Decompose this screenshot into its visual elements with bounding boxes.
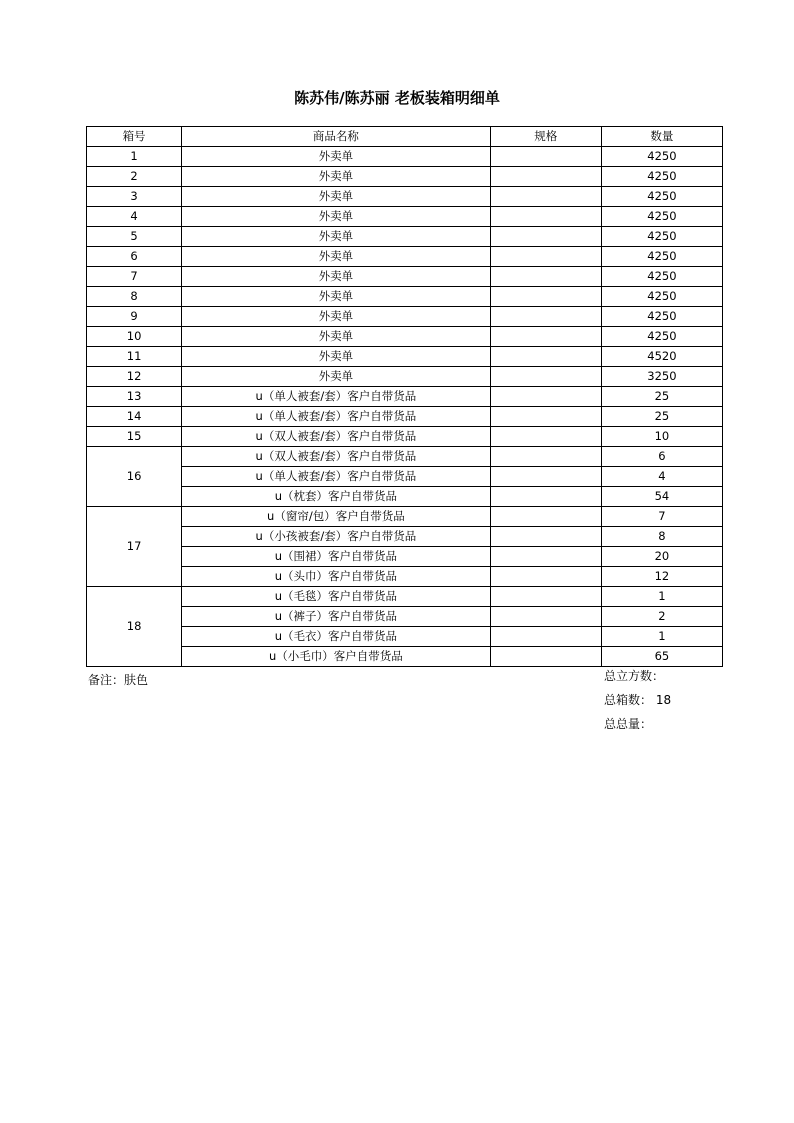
cell-spec bbox=[490, 147, 601, 167]
cell-item-name: u（枕套）客户自带货品 bbox=[182, 487, 490, 507]
cell-box-no: 16 bbox=[87, 447, 182, 507]
cell-box-no: 10 bbox=[87, 327, 182, 347]
cell-spec bbox=[490, 187, 601, 207]
table-row bbox=[87, 467, 723, 487]
cell-quantity: 4250 bbox=[601, 227, 722, 247]
cell-quantity: 4250 bbox=[601, 187, 722, 207]
cell-box-no: 2 bbox=[87, 167, 182, 187]
table-row bbox=[87, 227, 723, 247]
cell-spec bbox=[490, 167, 601, 187]
cell-item-name: u（双人被套/套）客户自带货品 bbox=[182, 427, 490, 447]
cell-item-name: 外卖单 bbox=[182, 187, 490, 207]
cell-spec bbox=[490, 447, 601, 467]
cell-item-name: u（单人被套/套）客户自带货品 bbox=[182, 467, 490, 487]
cell-spec bbox=[490, 627, 601, 647]
cell-spec bbox=[490, 367, 601, 387]
cell-item-name: 外卖单 bbox=[182, 307, 490, 327]
cell-quantity: 65 bbox=[601, 647, 722, 667]
cell-quantity: 1 bbox=[601, 587, 722, 607]
cell-item-name: u（毛衣）客户自带货品 bbox=[182, 627, 490, 647]
header-spec: 规格 bbox=[490, 127, 601, 147]
table-row bbox=[87, 627, 723, 647]
cell-quantity: 25 bbox=[601, 407, 722, 427]
cell-item-name: u（小孩被套/套）客户自带货品 bbox=[182, 527, 490, 547]
cell-item-name: 外卖单 bbox=[182, 367, 490, 387]
cell-quantity: 4250 bbox=[601, 267, 722, 287]
cell-item-name: 外卖单 bbox=[182, 227, 490, 247]
table-row bbox=[87, 507, 723, 527]
cell-box-no: 13 bbox=[87, 387, 182, 407]
cell-quantity: 12 bbox=[601, 567, 722, 587]
table-row bbox=[87, 547, 723, 567]
table-row bbox=[87, 527, 723, 547]
document-title: 陈苏伟/陈苏丽 老板装箱明细单 bbox=[294, 89, 500, 107]
cell-box-no: 7 bbox=[87, 267, 182, 287]
cell-box-no: 4 bbox=[87, 207, 182, 227]
cell-item-name: 外卖单 bbox=[182, 267, 490, 287]
cell-item-name: u（围裙）客户自带货品 bbox=[182, 547, 490, 567]
cell-spec bbox=[490, 647, 601, 667]
cell-spec bbox=[490, 227, 601, 247]
table-row bbox=[87, 567, 723, 587]
cell-spec bbox=[490, 387, 601, 407]
cell-item-name: u（头巾）客户自带货品 bbox=[182, 567, 490, 587]
cell-spec bbox=[490, 547, 601, 567]
table-row bbox=[87, 147, 723, 167]
cell-item-name: u（单人被套/套）客户自带货品 bbox=[182, 407, 490, 427]
cell-quantity: 7 bbox=[601, 507, 722, 527]
cell-spec bbox=[490, 287, 601, 307]
table-row bbox=[87, 247, 723, 267]
cell-spec bbox=[490, 207, 601, 227]
table-row bbox=[87, 647, 723, 667]
cell-box-no: 1 bbox=[87, 147, 182, 167]
cell-spec bbox=[490, 307, 601, 327]
table-row bbox=[87, 327, 723, 347]
cell-spec bbox=[490, 567, 601, 587]
cell-spec bbox=[490, 527, 601, 547]
cell-spec bbox=[490, 347, 601, 367]
table-row bbox=[87, 207, 723, 227]
cell-box-no: 11 bbox=[87, 347, 182, 367]
cell-box-no: 18 bbox=[87, 587, 182, 667]
cell-spec bbox=[490, 607, 601, 627]
table-row bbox=[87, 287, 723, 307]
summary-block bbox=[604, 668, 671, 740]
table-row bbox=[87, 447, 723, 467]
cell-quantity: 25 bbox=[601, 387, 722, 407]
cell-quantity: 8 bbox=[601, 527, 722, 547]
cell-spec bbox=[490, 587, 601, 607]
cell-item-name: u（毛毯）客户自带货品 bbox=[182, 587, 490, 607]
cell-quantity: 4520 bbox=[601, 347, 722, 367]
cell-box-no: 9 bbox=[87, 307, 182, 327]
cell-quantity: 4250 bbox=[601, 167, 722, 187]
table-row bbox=[87, 427, 723, 447]
table-row bbox=[87, 307, 723, 327]
cell-box-no: 15 bbox=[87, 427, 182, 447]
total-boxes: 总箱数： 18 bbox=[604, 693, 672, 707]
cell-spec bbox=[490, 327, 601, 347]
cell-item-name: u（单人被套/套）客户自带货品 bbox=[182, 387, 490, 407]
header-box-no: 箱号 bbox=[87, 127, 182, 147]
cell-quantity: 20 bbox=[601, 547, 722, 567]
table-header-row bbox=[87, 127, 723, 147]
cell-quantity: 4250 bbox=[601, 287, 722, 307]
cell-spec bbox=[490, 267, 601, 287]
cell-quantity: 6 bbox=[601, 447, 722, 467]
cell-quantity: 4250 bbox=[601, 207, 722, 227]
cell-quantity: 4250 bbox=[601, 307, 722, 327]
table-row bbox=[87, 167, 723, 187]
cell-item-name: 外卖单 bbox=[182, 167, 490, 187]
cell-quantity: 4250 bbox=[601, 327, 722, 347]
cell-item-name: u（窗帘/包）客户自带货品 bbox=[182, 507, 490, 527]
cell-item-name: u（小毛巾）客户自带货品 bbox=[182, 647, 490, 667]
cell-quantity: 1 bbox=[601, 627, 722, 647]
cell-box-no: 5 bbox=[87, 227, 182, 247]
cell-quantity: 10 bbox=[601, 427, 722, 447]
cell-item-name: 外卖单 bbox=[182, 347, 490, 367]
remark-note: 备注：肤色 bbox=[88, 673, 149, 687]
table-row bbox=[87, 387, 723, 407]
header-item-name: 商品名称 bbox=[182, 127, 490, 147]
table-row bbox=[87, 587, 723, 607]
cell-spec bbox=[490, 247, 601, 267]
table-row bbox=[87, 347, 723, 367]
cell-item-name: 外卖单 bbox=[182, 147, 490, 167]
total-volume: 总立方数： bbox=[604, 669, 665, 683]
cell-spec bbox=[490, 507, 601, 527]
cell-item-name: 外卖单 bbox=[182, 247, 490, 267]
cell-spec bbox=[490, 467, 601, 487]
cell-box-no: 3 bbox=[87, 187, 182, 207]
cell-quantity: 4250 bbox=[601, 247, 722, 267]
cell-item-name: 外卖单 bbox=[182, 287, 490, 307]
table-row bbox=[87, 267, 723, 287]
cell-box-no: 6 bbox=[87, 247, 182, 267]
table-body bbox=[87, 147, 723, 667]
cell-box-no: 14 bbox=[87, 407, 182, 427]
table-row bbox=[87, 407, 723, 427]
cell-box-no: 12 bbox=[87, 367, 182, 387]
cell-quantity: 2 bbox=[601, 607, 722, 627]
cell-item-name: 外卖单 bbox=[182, 207, 490, 227]
cell-quantity: 54 bbox=[601, 487, 722, 507]
total-weight: 总总量： bbox=[604, 717, 653, 731]
packing-list-table bbox=[86, 126, 723, 667]
table-row bbox=[87, 187, 723, 207]
header-quantity: 数量 bbox=[601, 127, 722, 147]
cell-item-name: u（双人被套/套）客户自带货品 bbox=[182, 447, 490, 467]
cell-spec bbox=[490, 487, 601, 507]
cell-box-no: 8 bbox=[87, 287, 182, 307]
table-row bbox=[87, 607, 723, 627]
cell-item-name: 外卖单 bbox=[182, 327, 490, 347]
cell-quantity: 3250 bbox=[601, 367, 722, 387]
cell-quantity: 4 bbox=[601, 467, 722, 487]
cell-quantity: 4250 bbox=[601, 147, 722, 167]
table-row bbox=[87, 487, 723, 507]
cell-box-no: 17 bbox=[87, 507, 182, 587]
cell-spec bbox=[490, 407, 601, 427]
cell-spec bbox=[490, 427, 601, 447]
table-row bbox=[87, 367, 723, 387]
cell-item-name: u（裤子）客户自带货品 bbox=[182, 607, 490, 627]
